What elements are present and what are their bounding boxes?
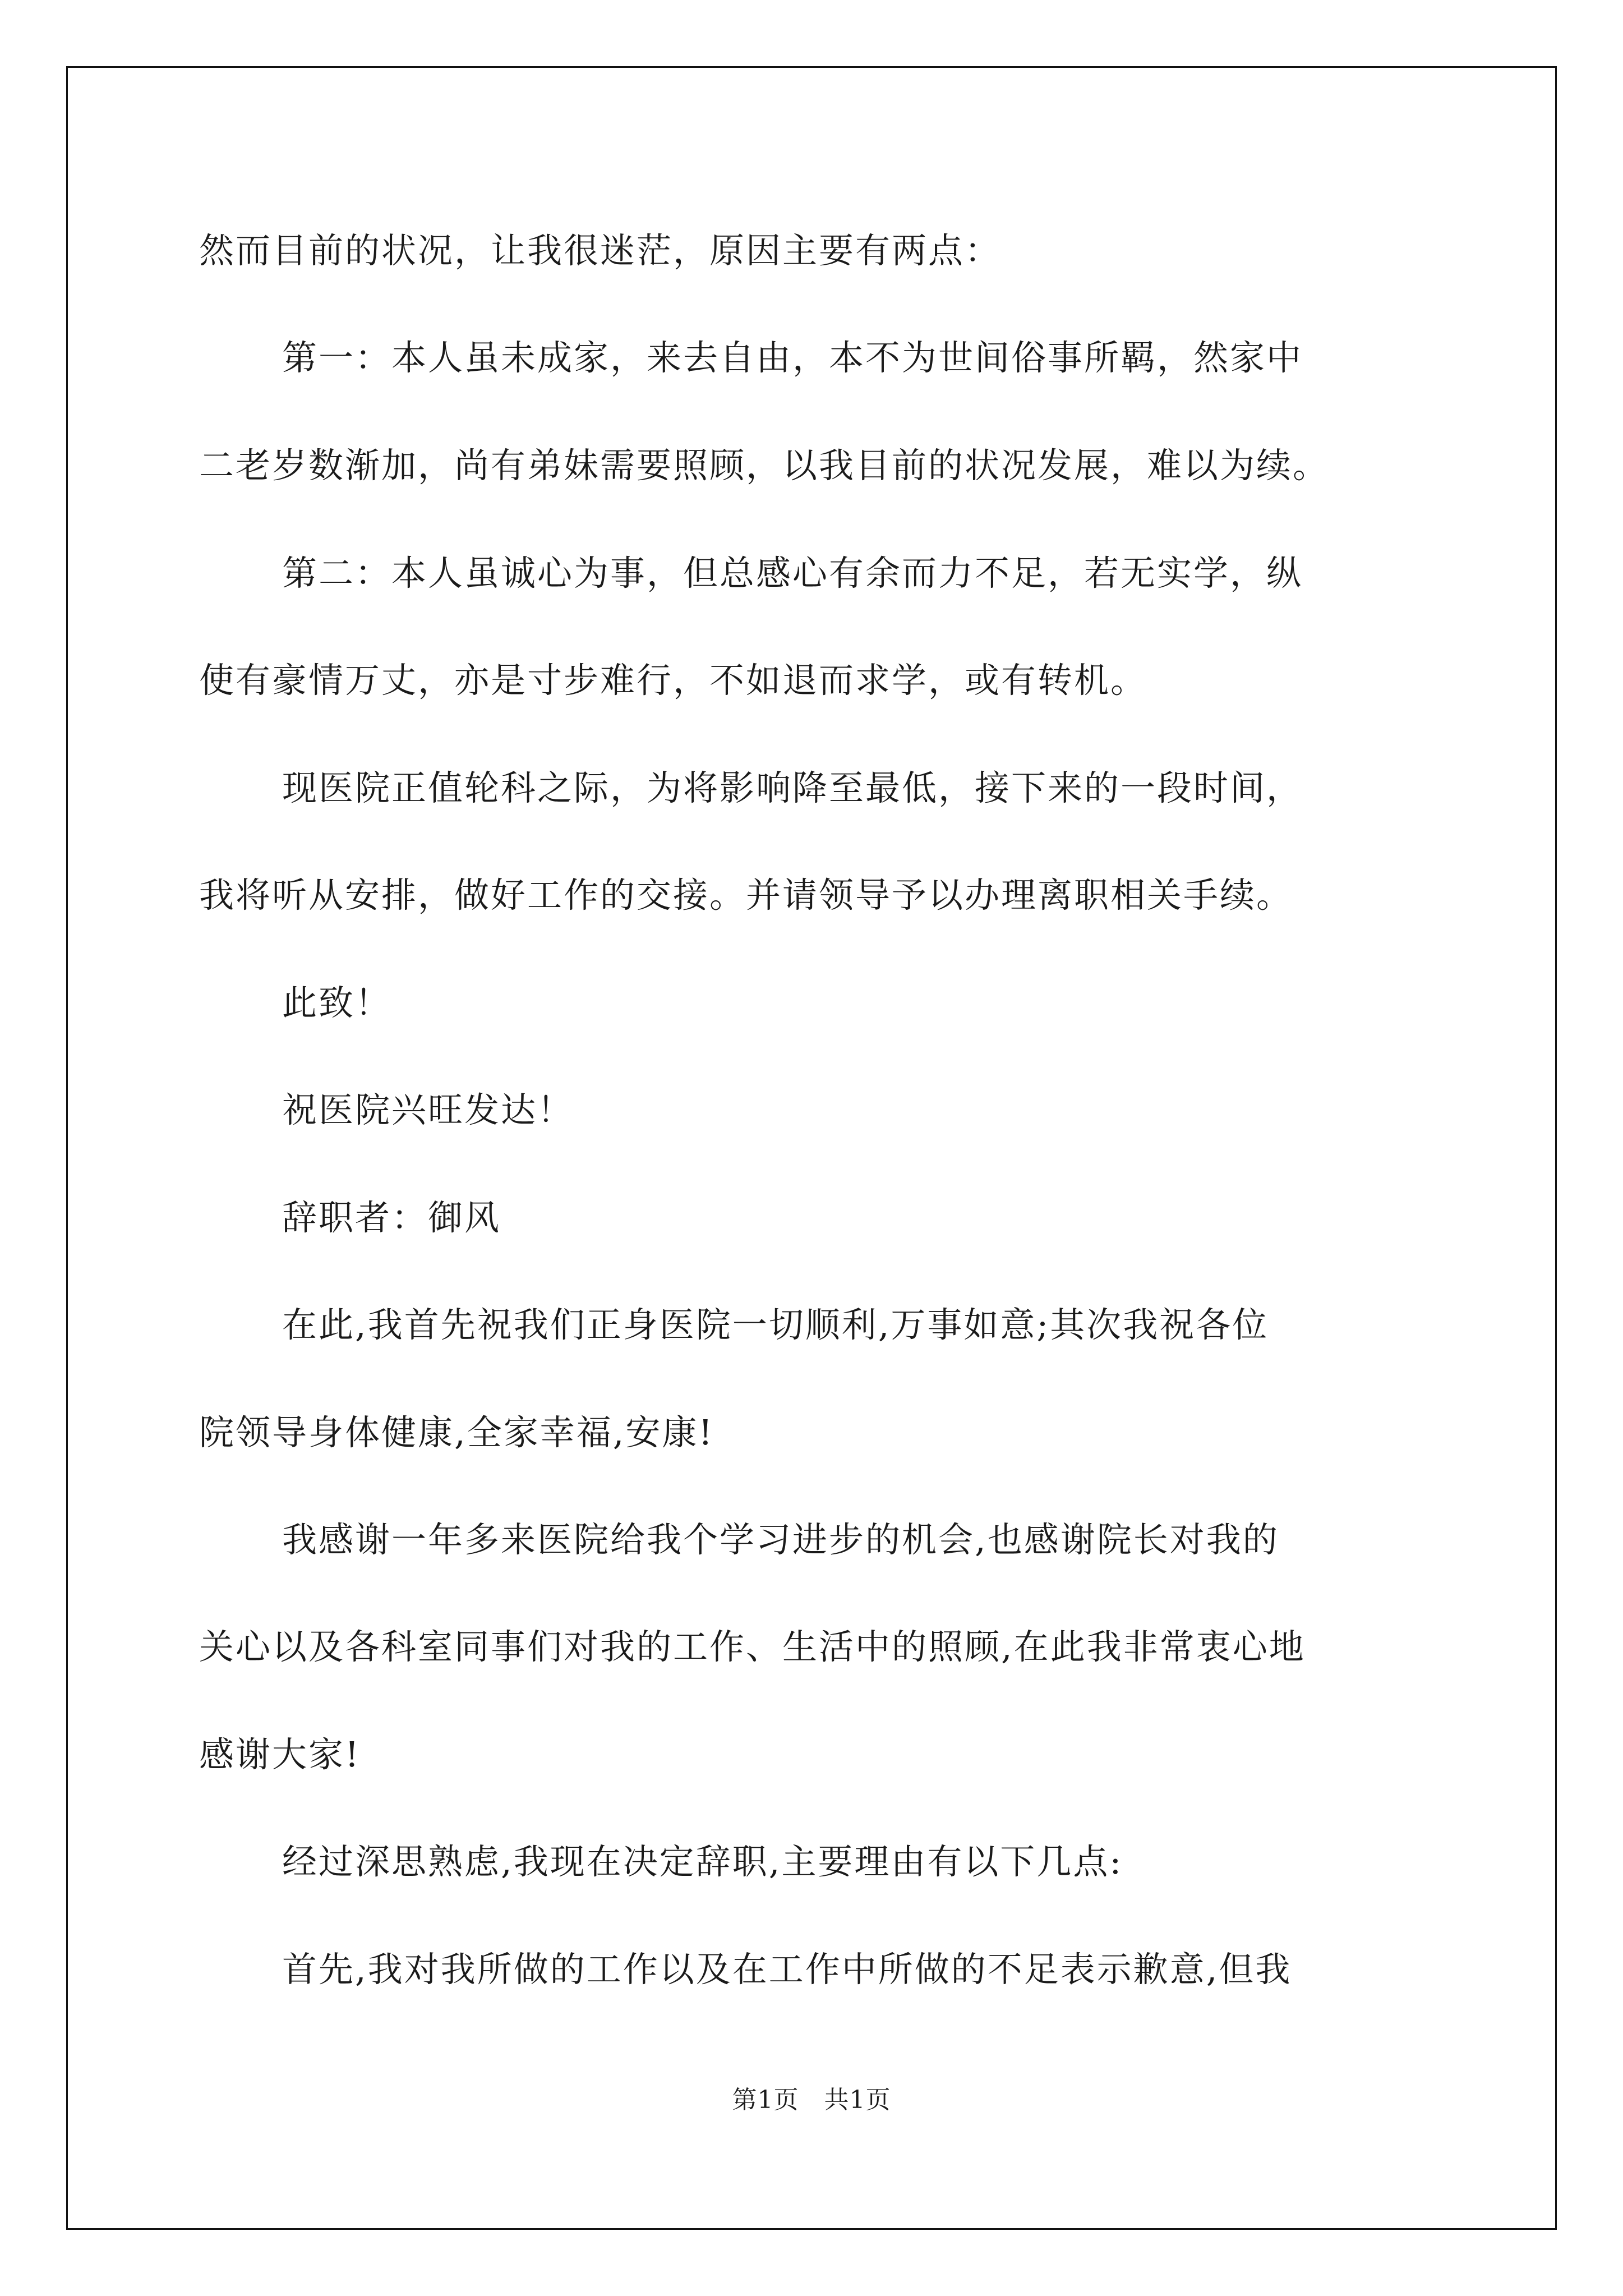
text-line: 辞职者：御风 — [282, 1197, 501, 1238]
text-line: 第一：本人虽未成家，来去自由，本不为世间俗事所羁，然家中 — [282, 337, 1303, 378]
text-line: 关心以及各科室同事们对我的工作、生活中的照顾,在此我非常衷心地 — [199, 1626, 1306, 1667]
text-line: 感谢大家! — [199, 1734, 361, 1775]
text-line: 我将听从安排，做好工作的交接。并请领导予以办理离职相关手续。 — [199, 875, 1293, 915]
text-line: 院领导身体健康,全家幸福,安康! — [199, 1412, 714, 1453]
text-line: 祝医院兴旺发达！ — [282, 1089, 574, 1130]
page-border — [66, 66, 1557, 2230]
text-line: 首先,我对我所做的工作以及在工作中所做的不足表示歉意,但我 — [282, 1949, 1292, 1990]
text-line: 我感谢一年多来医院给我个学习进步的机会,也感谢院长对我的 — [282, 1519, 1279, 1560]
text-line: 经过深思熟虑,我现在决定辞职,主要理由有以下几点: — [282, 1841, 1123, 1882]
text-line: 在此,我首先祝我们正身医院一切顺利,万事如意;其次我祝各位 — [282, 1304, 1269, 1345]
page-number-footer: 第1页 共1页 — [732, 2086, 891, 2114]
text-line: 然而目前的状况，让我很迷茫，原因主要有两点： — [199, 230, 1002, 271]
text-line: 二老岁数渐加，尚有弟妹需要照顾，以我目前的状况发展，难以为续。 — [199, 445, 1330, 486]
text-line: 第二：本人虽诚心为事，但总感心有余而力不足，若无实学，纵 — [282, 553, 1303, 593]
text-line: 现医院正值轮科之际，为将影响降至最低，接下来的一段时间， — [282, 767, 1303, 808]
text-line: 使有豪情万丈，亦是寸步难行，不如退而求学，或有转机。 — [199, 660, 1147, 701]
text-line: 此致！ — [282, 982, 392, 1023]
